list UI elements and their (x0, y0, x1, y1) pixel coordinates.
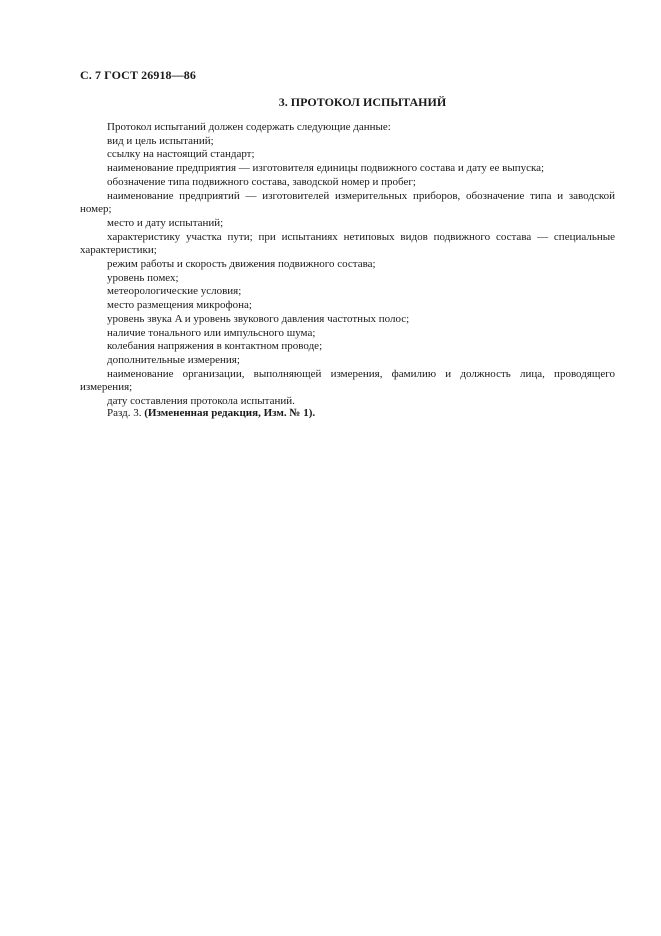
list-item: уровень звука A и уровень звукового давления частотных полос; (107, 312, 410, 325)
list-item: наименование организации, выполняющей измерения, фамилию и должность лица, проводящего измерения; (80, 367, 615, 394)
list-item: уровень помех; (107, 271, 179, 284)
protocol-requirements-text (80, 121, 615, 409)
amendment-note (80, 407, 615, 419)
list-item: колебания напряжения в контактном проводе; (107, 340, 323, 353)
list-item: ссылку на настоящий стандарт; (107, 148, 255, 161)
amendment-prefix: Разд. 3. (107, 407, 145, 419)
list-item: дополнительные измерения; (107, 353, 240, 366)
list-item: наименование предприятия — изготовителя единицы подвижного состава и дату ее выпуска; (107, 162, 545, 175)
list-item: режим работы и скорость движения подвижного состава; (107, 258, 376, 271)
list-item: обозначение типа подвижного состава, заводской номер и пробег; (107, 175, 416, 188)
list-item: характеристику участка пути; при испытаниях нетиповых видов подвижного состава — специальные характеристики; (80, 230, 615, 257)
list-item: место размещения микрофона; (107, 299, 252, 312)
section-title: 3. ПРОТОКОЛ ИСПЫТАНИЙ (278, 95, 447, 109)
list-item: наименование предприятий — изготовителей измерительных приборов, обозначение типа и заводской номер; (80, 189, 615, 216)
page-header: С. 7 ГОСТ 26918—86 (80, 68, 196, 82)
paragraph-intro: Протокол испытаний должен содержать следующие данные: (107, 121, 391, 133)
list-item: дату составления протокола испытаний. (107, 395, 295, 408)
list-item: метеорологические условия; (107, 285, 242, 298)
amendment-edition: (Измененная редакция, Изм. № 1). (144, 407, 316, 419)
list-item: вид и цель испытаний; (107, 134, 214, 147)
list-item: наличие тонального или импульсного шума; (107, 326, 316, 339)
list-item: место и дату испытаний; (107, 216, 224, 229)
